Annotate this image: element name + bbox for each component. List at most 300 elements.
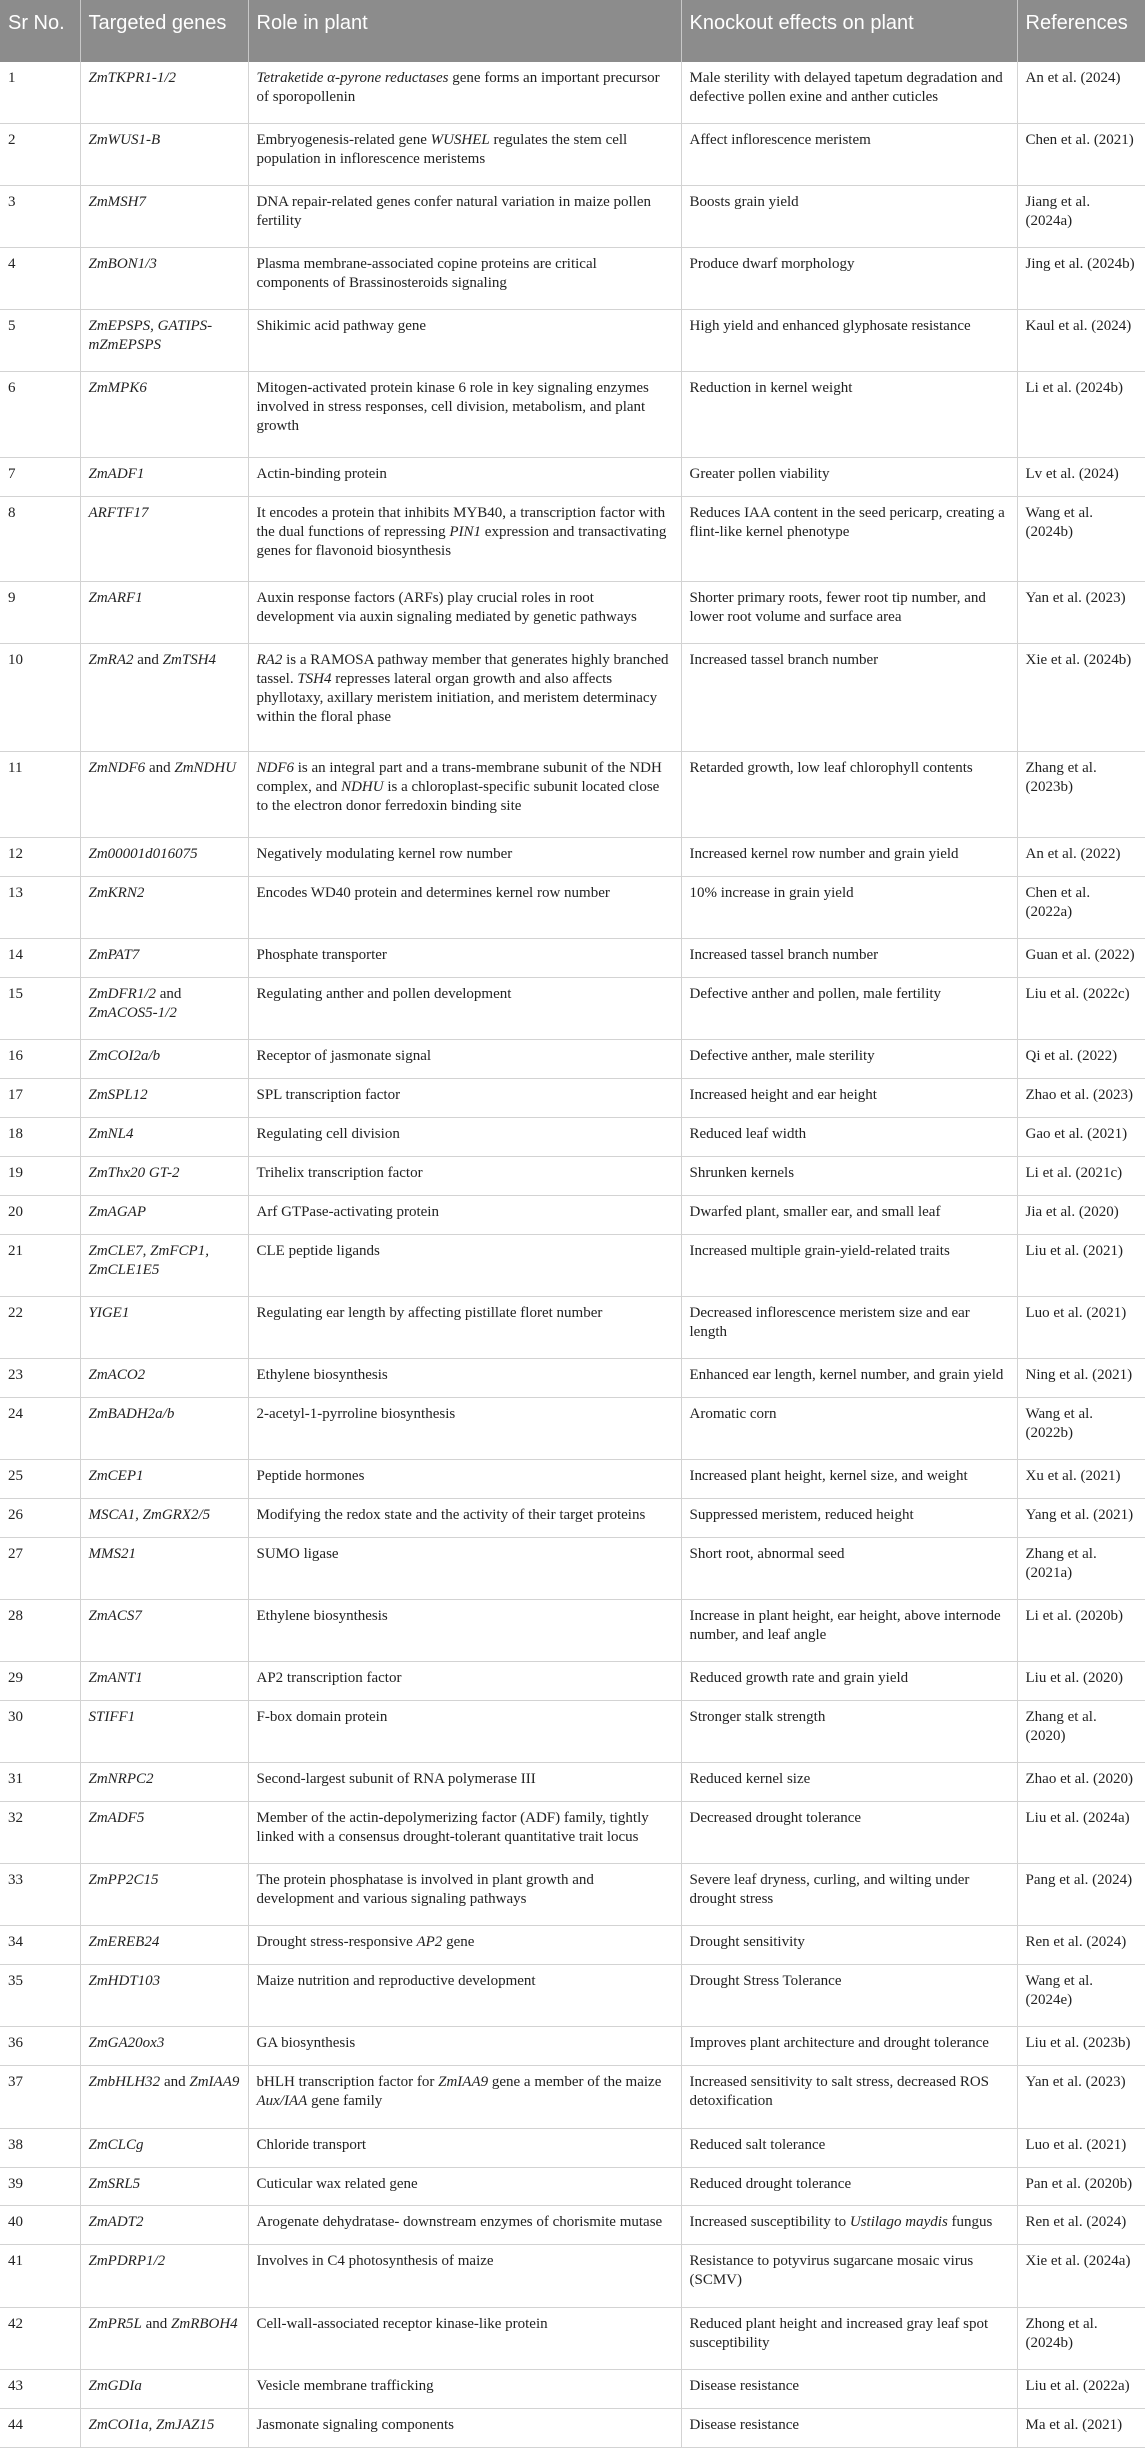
effect-cell [681, 2066, 1017, 2128]
effect-cell-text: Resistance to potyvirus sugarcane mosaic virus (SCMV) [689, 2253, 974, 2289]
table-row [0, 372, 1145, 457]
gene-cell [80, 1701, 248, 1763]
role-cell [248, 2307, 681, 2369]
role-cell [248, 1965, 681, 2027]
header-role-in-plant: Role in plant [248, 0, 681, 62]
gene-cell-text: ZmCEP1 [88, 1467, 144, 1484]
reference-cell: Li et al. (2021c) [1017, 1156, 1145, 1195]
role-cell-text: Peptide hormones [256, 1467, 365, 1484]
reference-cell: Zhang et al. (2023b) [1017, 752, 1145, 837]
effect-cell-text: Drought Stress Tolerance [689, 1973, 842, 1990]
effect-cell-text: Disease resistance [689, 2377, 800, 2394]
effect-cell-text: Increased height and ear height [689, 1086, 877, 1103]
effect-cell-text: Produce dwarf morphology [689, 256, 855, 273]
role-cell-text: Regulating anther and pollen development [256, 985, 512, 1002]
role-cell-text: ZmIAA9 [438, 2074, 489, 2091]
reference-cell: Liu et al. (2022c) [1017, 977, 1145, 1039]
effect-cell-text: Reduced growth rate and grain yield [689, 1670, 909, 1687]
sr-no-cell: 31 [0, 1763, 80, 1802]
gene-cell-text: ZmAGAP [88, 1203, 146, 1220]
gene-cell [80, 1498, 248, 1537]
role-cell-text: bHLH transcription factor for [256, 2074, 439, 2091]
reference-cell: Ma et al. (2021) [1017, 2408, 1145, 2447]
effect-cell-text: Increased multiple grain-yield-related traits [689, 1242, 950, 1259]
table-row [0, 1802, 1145, 1864]
role-cell-text: SPL transcription factor [256, 1086, 401, 1103]
reference-cell: Yan et al. (2023) [1017, 2066, 1145, 2128]
role-cell [248, 1195, 681, 1234]
gene-cell-text: ZmIAA9 [189, 2074, 240, 2091]
header-references: References [1017, 0, 1145, 62]
role-cell [248, 310, 681, 372]
role-cell [248, 457, 681, 496]
effect-cell [681, 1078, 1017, 1117]
role-cell-text: Arf GTPase-activating protein [256, 1203, 439, 1220]
table-row [0, 1397, 1145, 1459]
gene-cell-text: ZmADF5 [88, 1810, 145, 1827]
effect-cell [681, 1537, 1017, 1599]
role-cell [248, 938, 681, 977]
effect-cell-text: Enhanced ear length, kernel number, and grain yield [689, 1366, 1004, 1383]
role-cell [248, 2128, 681, 2167]
reference-cell: Chen et al. (2021) [1017, 124, 1145, 186]
gene-cell-text: ZmWUS1-B [88, 132, 161, 148]
sr-no-cell: 23 [0, 1358, 80, 1397]
effect-cell [681, 977, 1017, 1039]
effect-cell-text: Reduction in kernel weight [689, 380, 853, 397]
effect-cell [681, 2128, 1017, 2167]
reference-cell: Zhong et al. (2024b) [1017, 2307, 1145, 2369]
effect-cell [681, 2408, 1017, 2447]
role-cell-text: Receptor of jasmonate signal [256, 1047, 432, 1064]
gene-cell [80, 2307, 248, 2369]
role-cell [248, 248, 681, 310]
gene-cell-text: ZmADT2 [88, 2214, 144, 2231]
gene-cell [80, 1537, 248, 1599]
role-cell [248, 1926, 681, 1965]
effect-cell [681, 2027, 1017, 2066]
gene-cell-text: ZmHDT103 [88, 1973, 161, 1990]
effect-cell [681, 1498, 1017, 1537]
sr-no-cell: 17 [0, 1078, 80, 1117]
role-cell [248, 124, 681, 186]
effect-cell-text: Affect inflorescence meristem [689, 132, 871, 148]
table-row [0, 876, 1145, 938]
effect-cell [681, 1234, 1017, 1296]
gene-cell [80, 2206, 248, 2245]
reference-cell: An et al. (2022) [1017, 837, 1145, 876]
sr-no-cell: 22 [0, 1296, 80, 1358]
role-cell [248, 1701, 681, 1763]
sr-no-cell: 16 [0, 1039, 80, 1078]
effect-cell [681, 1117, 1017, 1156]
role-cell-text: is an integral part and a trans-membrane subunit of the NDH complex, and [256, 760, 662, 796]
gene-cell-text: ZmNRPC2 [88, 1771, 154, 1788]
gene-cell-text: YIGE1 [88, 1304, 130, 1321]
reference-cell: Liu et al. (2020) [1017, 1662, 1145, 1701]
role-cell-text: Vesicle membrane trafficking [256, 2377, 434, 2394]
sr-no-cell: 30 [0, 1701, 80, 1763]
effect-cell-text: Greater pollen viability [689, 465, 830, 482]
role-cell [248, 1156, 681, 1195]
reference-cell: An et al. (2024) [1017, 62, 1145, 124]
sr-no-cell: 15 [0, 977, 80, 1039]
gene-cell [80, 1234, 248, 1296]
table-row [0, 2167, 1145, 2206]
table-row [0, 248, 1145, 310]
gene-cell [80, 1864, 248, 1926]
gene-cell-text: ZmBADH2a/b [88, 1405, 175, 1422]
reference-cell: Ren et al. (2024) [1017, 1926, 1145, 1965]
table-row [0, 1459, 1145, 1498]
sr-no-cell: 1 [0, 62, 80, 124]
role-cell-text: F-box domain protein [256, 1709, 388, 1726]
role-cell [248, 2066, 681, 2128]
gene-cell [80, 2408, 248, 2447]
role-cell-text: Auxin response factors (ARFs) play crucial roles in root development via auxin signaling mediated by genetic pathways [256, 589, 637, 625]
gene-cell-text: and [145, 760, 175, 777]
gene-cell [80, 1662, 248, 1701]
effect-cell-text: Increased tassel branch number [689, 652, 879, 669]
role-cell [248, 2369, 681, 2408]
gene-cell-text: ZmSRL5 [88, 2175, 141, 2192]
effect-cell-text: 10% increase in grain yield [689, 884, 854, 901]
effect-cell-text: Dwarfed plant, smaller ear, and small leaf [689, 1203, 941, 1220]
role-cell-text: Cell-wall-associated receptor kinase-like protein [256, 2315, 548, 2332]
gene-cell [80, 310, 248, 372]
effect-cell-text: Aromatic corn [689, 1405, 777, 1422]
role-cell [248, 1864, 681, 1926]
reference-cell: Liu et al. (2022a) [1017, 2369, 1145, 2408]
effect-cell-text: Defective anther, male sterility [689, 1047, 875, 1064]
table-row [0, 186, 1145, 248]
effect-cell [681, 2167, 1017, 2206]
gene-cell-text: ZmbHLH32 [88, 2074, 161, 2091]
effect-cell-text: Shrunken kernels [689, 1164, 795, 1181]
table-row [0, 1117, 1145, 1156]
reference-cell: Liu et al. (2024a) [1017, 1802, 1145, 1864]
table-row [0, 2206, 1145, 2245]
effect-cell [681, 1459, 1017, 1498]
role-cell-text: gene a member of the maize [488, 2074, 662, 2091]
table-row [0, 2128, 1145, 2167]
gene-cell-text: ZmPAT7 [88, 946, 140, 963]
effect-cell-text: Reduced plant height and increased gray leaf spot susceptibility [689, 2315, 989, 2351]
sr-no-cell: 21 [0, 1234, 80, 1296]
gene-cell-text: ZmANT1 [88, 1670, 143, 1687]
effect-cell-text: Ustilago maydis [849, 2214, 948, 2231]
gene-cell-text: ZmNDHU [174, 760, 237, 777]
gene-cell-text: ZmARF1 [88, 589, 143, 606]
sr-no-cell: 5 [0, 310, 80, 372]
table-row [0, 124, 1145, 186]
effect-cell [681, 186, 1017, 248]
table-row [0, 1600, 1145, 1662]
table-row [0, 644, 1145, 752]
gene-cell-text: ZmEPSPS, GATIPS-mZmEPSPS [88, 318, 213, 354]
reference-cell: Ren et al. (2024) [1017, 2206, 1145, 2245]
role-cell-text: Shikimic acid pathway gene [256, 318, 427, 335]
sr-no-cell: 34 [0, 1926, 80, 1965]
role-cell-text: Regulating ear length by affecting pistillate floret number [256, 1304, 603, 1321]
role-cell-text: GA biosynthesis [256, 2035, 356, 2052]
gene-cell [80, 1397, 248, 1459]
reference-cell: Chen et al. (2022a) [1017, 876, 1145, 938]
role-cell [248, 1600, 681, 1662]
table-row [0, 2245, 1145, 2307]
gene-cell-text: STIFF1 [88, 1709, 136, 1726]
sr-no-cell: 12 [0, 837, 80, 876]
reference-cell: Wang et al. (2024b) [1017, 496, 1145, 581]
effect-cell-text: Reduces IAA content in the seed pericarp, creating a flint-like kernel phenotype [689, 504, 1005, 540]
role-cell [248, 1537, 681, 1599]
role-cell [248, 752, 681, 837]
sr-no-cell: 3 [0, 186, 80, 248]
reference-cell: Jing et al. (2024b) [1017, 248, 1145, 310]
role-cell-text: NDHU [341, 779, 384, 796]
effect-cell-text: Suppressed meristem, reduced height [689, 1506, 914, 1523]
table-row [0, 581, 1145, 643]
role-cell-text: Aux/IAA [256, 2093, 308, 2110]
role-cell-text: Tetraketide α-pyrone reductases [256, 70, 449, 86]
role-cell-text: represses lateral organ growth and also affects phyllotaxy, axillary meristem initiation, and meristem determinacy within the floral phase [256, 671, 658, 726]
effect-cell [681, 1397, 1017, 1459]
role-cell-text: Modifying the redox state and the activity of their target proteins [256, 1506, 646, 1523]
gene-cell [80, 938, 248, 977]
sr-no-cell: 2 [0, 124, 80, 186]
table-row [0, 1156, 1145, 1195]
gene-cell-text: ZmRBOH4 [171, 2315, 238, 2332]
table-row [0, 1864, 1145, 1926]
sr-no-cell: 13 [0, 876, 80, 938]
role-cell [248, 876, 681, 938]
gene-cell-text: ZmDFR1/2 [88, 985, 156, 1002]
effect-cell [681, 1195, 1017, 1234]
role-cell-text: 2-acetyl-1-pyrroline biosynthesis [256, 1405, 456, 1422]
role-cell-text: SUMO ligase [256, 1545, 339, 1562]
gene-cell [80, 1195, 248, 1234]
gene-cell-text: ZmCLE7, ZmFCP1, ZmCLE1E5 [88, 1242, 209, 1278]
effect-cell-text: Shorter primary roots, fewer root tip number, and lower root volume and surface area [689, 589, 986, 625]
effect-cell [681, 124, 1017, 186]
role-cell [248, 1078, 681, 1117]
table-row [0, 457, 1145, 496]
reference-cell: Yan et al. (2023) [1017, 581, 1145, 643]
role-cell-text: Mitogen-activated protein kinase 6 role in key signaling enzymes involved in stress responses, cell division, metabolism, and plant growth [256, 380, 649, 435]
effect-cell [681, 1039, 1017, 1078]
gene-cell [80, 1763, 248, 1802]
gene-cell-text: ZmACOS5-1/2 [88, 1004, 177, 1021]
gene-cell-text: ZmCOI1a, ZmJAZ15 [88, 2416, 215, 2433]
role-cell [248, 581, 681, 643]
sr-no-cell: 43 [0, 2369, 80, 2408]
sr-no-cell: 35 [0, 1965, 80, 2027]
table-row [0, 2408, 1145, 2447]
role-cell [248, 372, 681, 457]
gene-cell-text: ZmBON1/3 [88, 256, 157, 273]
gene-cell-text: ZmGDIa [88, 2377, 142, 2394]
effect-cell [681, 248, 1017, 310]
role-cell-text: Drought stress-responsive [256, 1934, 417, 1951]
table-row [0, 1926, 1145, 1965]
effect-cell [681, 1864, 1017, 1926]
gene-cell [80, 124, 248, 186]
sr-no-cell: 40 [0, 2206, 80, 2245]
gene-cell [80, 876, 248, 938]
effect-cell-text: Disease resistance [689, 2416, 800, 2433]
table-row [0, 2027, 1145, 2066]
role-cell [248, 2206, 681, 2245]
reference-cell: Xu et al. (2021) [1017, 1459, 1145, 1498]
effect-cell [681, 496, 1017, 581]
sr-no-cell: 44 [0, 2408, 80, 2447]
gene-cell [80, 1296, 248, 1358]
role-cell-text: Encodes WD40 protein and determines kernel row number [256, 884, 610, 901]
gene-cell [80, 1926, 248, 1965]
sr-no-cell: 20 [0, 1195, 80, 1234]
role-cell [248, 2167, 681, 2206]
gene-cell [80, 186, 248, 248]
gene-cell [80, 1117, 248, 1156]
reference-cell: Jiang et al. (2024a) [1017, 186, 1145, 248]
reference-cell: Pang et al. (2024) [1017, 1864, 1145, 1926]
effect-cell [681, 1358, 1017, 1397]
gene-cell [80, 1802, 248, 1864]
gene-cell-text: ZmNDF6 [88, 760, 146, 777]
role-cell-text: Plasma membrane-associated copine proteins are critical components of Brassinosteroids signaling [256, 256, 597, 292]
effect-cell-text: Stronger stalk strength [689, 1709, 826, 1726]
gene-cell-text: ZmMPK6 [88, 380, 147, 397]
reference-cell: Gao et al. (2021) [1017, 1117, 1145, 1156]
gene-cell-text: and [160, 2074, 190, 2091]
effect-cell [681, 752, 1017, 837]
reference-cell: Lv et al. (2024) [1017, 457, 1145, 496]
table-row [0, 1537, 1145, 1599]
effect-cell-text: Drought sensitivity [689, 1934, 805, 1951]
table-row [0, 2369, 1145, 2408]
reference-cell: Liu et al. (2023b) [1017, 2027, 1145, 2066]
gene-cell-text: ZmThx20 GT-2 [88, 1164, 180, 1181]
role-cell-text: PIN1 [449, 523, 482, 540]
gene-cell-text: ZmCOI2a/b [88, 1047, 161, 1064]
reference-cell: Xie et al. (2024a) [1017, 2245, 1145, 2307]
role-cell [248, 1498, 681, 1537]
role-cell-text: regulates the stem cell population in inflorescence meristems [256, 132, 628, 167]
gene-cell-text: ZmTSH4 [162, 652, 217, 669]
effect-cell-text: Reduced leaf width [689, 1125, 807, 1142]
role-cell-text: Ethylene biosynthesis [256, 1366, 388, 1383]
sr-no-cell: 36 [0, 2027, 80, 2066]
reference-cell: Wang et al. (2024e) [1017, 1965, 1145, 2027]
gene-cell [80, 837, 248, 876]
role-cell [248, 1234, 681, 1296]
role-cell [248, 2245, 681, 2307]
table-row [0, 1234, 1145, 1296]
role-cell-text: Phosphate transporter [256, 946, 387, 963]
role-cell [248, 1662, 681, 1701]
gene-cell-text: MSCA1, ZmGRX2/5 [88, 1506, 211, 1523]
table-body [0, 62, 1145, 2448]
reference-cell: Wang et al. (2022b) [1017, 1397, 1145, 1459]
reference-cell: Xie et al. (2024b) [1017, 644, 1145, 752]
gene-cell-text: ZmACO2 [88, 1366, 146, 1383]
sr-no-cell: 4 [0, 248, 80, 310]
effect-cell [681, 1965, 1017, 2027]
effect-cell [681, 837, 1017, 876]
effect-cell-text: High yield and enhanced glyphosate resistance [689, 318, 971, 335]
gene-cell-text: ARFTF17 [88, 504, 149, 521]
gene-cell [80, 2245, 248, 2307]
table-header-row [0, 0, 1145, 62]
effect-cell [681, 1701, 1017, 1763]
reference-cell: Zhang et al. (2021a) [1017, 1537, 1145, 1599]
gene-cell-text: ZmMSH7 [88, 194, 147, 211]
role-cell-text: gene family [307, 2093, 383, 2110]
table-row [0, 1195, 1145, 1234]
gene-cell [80, 1965, 248, 2027]
table-row [0, 1701, 1145, 1763]
sr-no-cell: 41 [0, 2245, 80, 2307]
effect-cell-text: Retarded growth, low leaf chlorophyll contents [689, 760, 973, 777]
effect-cell-text: Decreased drought tolerance [689, 1810, 862, 1827]
table-row [0, 62, 1145, 124]
role-cell-text: is a chloroplast-specific subunit located close to the electron donor ferredoxin binding site [256, 779, 660, 815]
effect-cell [681, 1600, 1017, 1662]
reference-cell: Luo et al. (2021) [1017, 2128, 1145, 2167]
table-row [0, 752, 1145, 837]
sr-no-cell: 27 [0, 1537, 80, 1599]
role-cell-text: Involves in C4 photosynthesis of maize [256, 2253, 494, 2270]
header-targeted-genes: Targeted genes [80, 0, 248, 62]
table-row [0, 977, 1145, 1039]
gene-cell-text: and [133, 652, 163, 669]
header-knockout-effects: Knockout effects on plant [681, 0, 1017, 62]
sr-no-cell: 25 [0, 1459, 80, 1498]
role-cell-text: Actin-binding protein [256, 465, 387, 482]
role-cell [248, 977, 681, 1039]
reference-cell: Guan et al. (2022) [1017, 938, 1145, 977]
role-cell [248, 1397, 681, 1459]
gene-cell [80, 977, 248, 1039]
gene-cell-text: ZmPDRP1/2 [88, 2253, 166, 2270]
gene-cell [80, 581, 248, 643]
gene-cell [80, 2167, 248, 2206]
table-row [0, 1965, 1145, 2027]
role-cell-text: WUSHEL [430, 132, 490, 148]
gene-cell-text: ZmNL4 [88, 1125, 134, 1142]
table-row [0, 1662, 1145, 1701]
gene-cell [80, 248, 248, 310]
table-row [0, 2307, 1145, 2369]
sr-no-cell: 14 [0, 938, 80, 977]
effect-cell-text: Severe leaf dryness, curling, and wilting under drought stress [689, 1872, 970, 1908]
reference-cell: Jia et al. (2020) [1017, 1195, 1145, 1234]
sr-no-cell: 33 [0, 1864, 80, 1926]
reference-cell: Kaul et al. (2024) [1017, 310, 1145, 372]
table-row [0, 1296, 1145, 1358]
reference-cell: Li et al. (2024b) [1017, 372, 1145, 457]
table-row [0, 2066, 1145, 2128]
role-cell-text: Maize nutrition and reproductive development [256, 1973, 536, 1990]
gene-cell [80, 496, 248, 581]
role-cell [248, 837, 681, 876]
effect-cell-text: Increased sensitivity to salt stress, decreased ROS detoxification [689, 2074, 990, 2110]
effect-cell-text: fungus [947, 2214, 993, 2231]
sr-no-cell: 38 [0, 2128, 80, 2167]
sr-no-cell: 42 [0, 2307, 80, 2369]
reference-cell: Ning et al. (2021) [1017, 1358, 1145, 1397]
reference-cell: Zhao et al. (2023) [1017, 1078, 1145, 1117]
